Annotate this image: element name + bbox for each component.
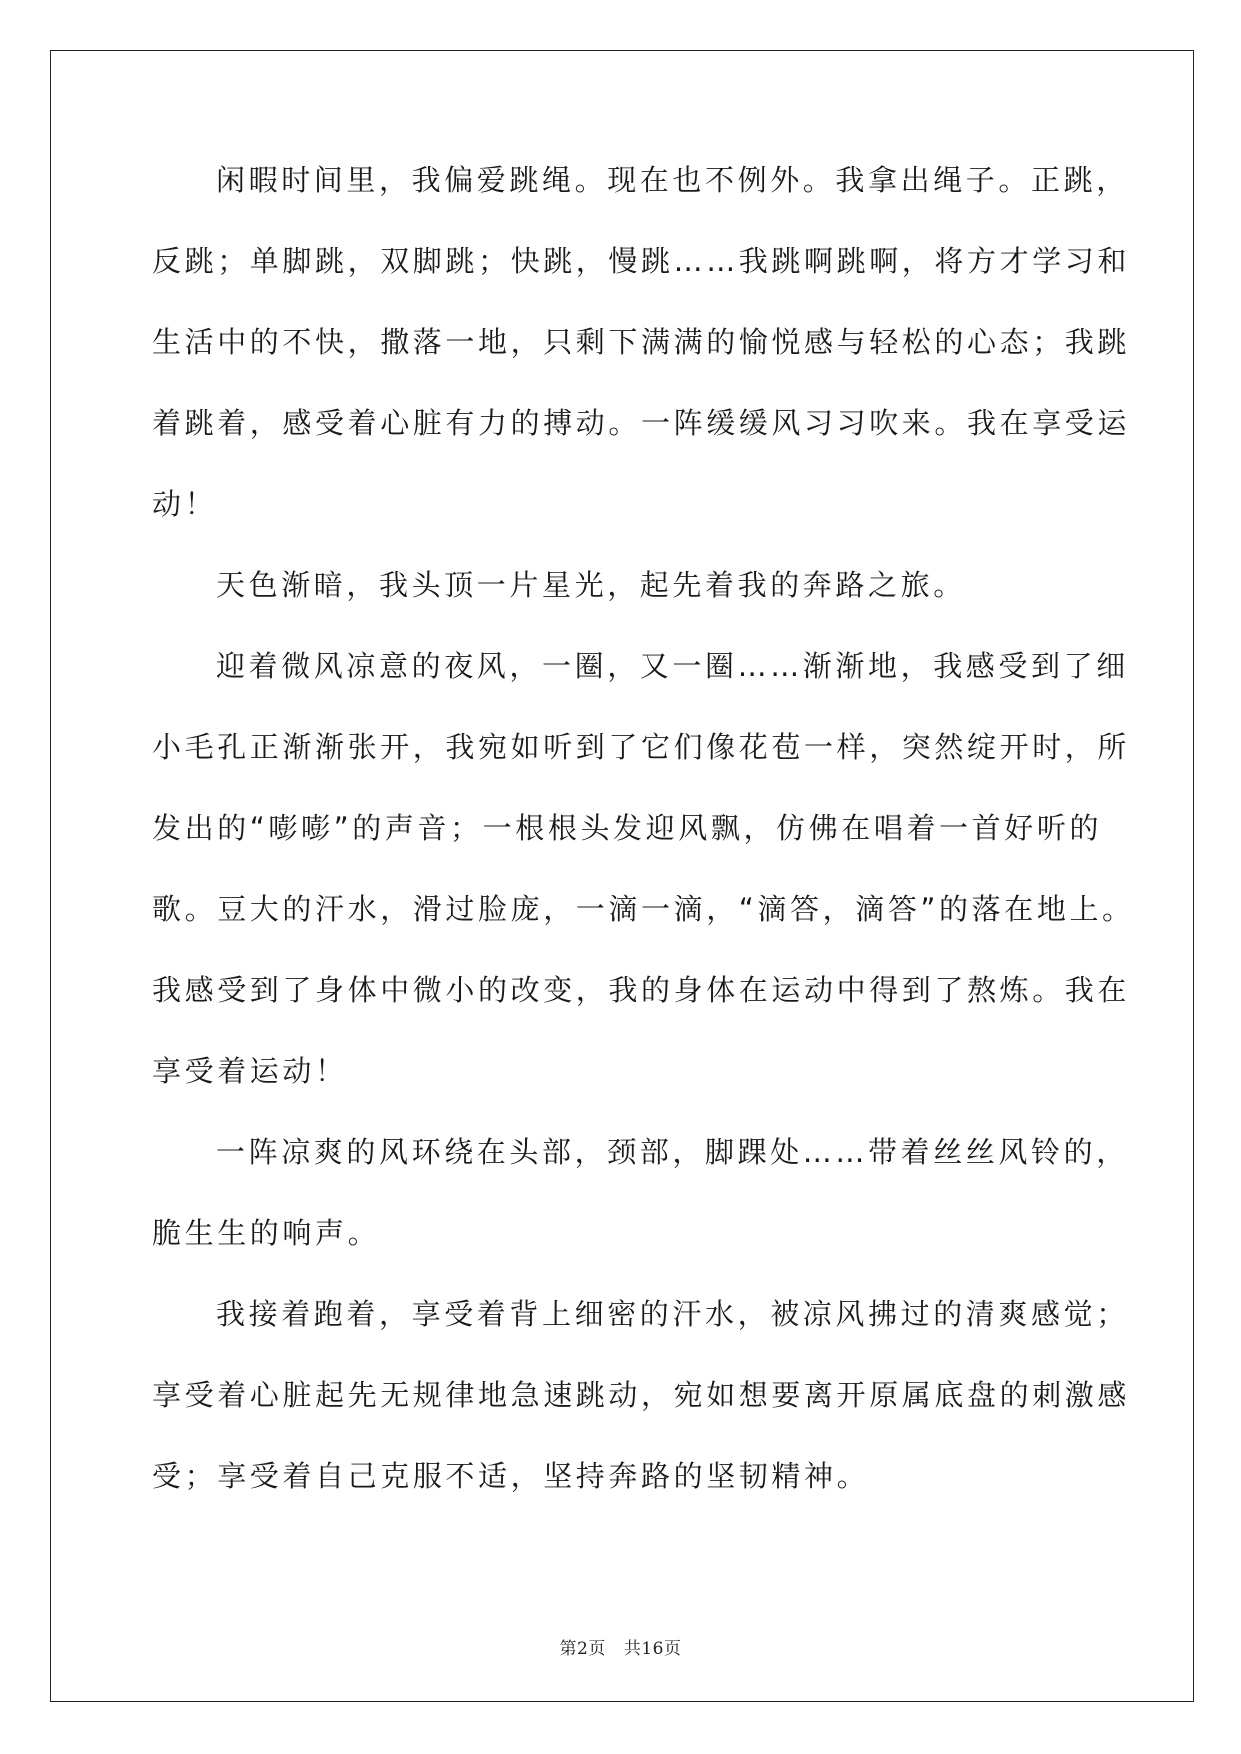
total-pages: 共16页 — [623, 1639, 682, 1659]
text-line: 歌。豆大的汗水，滑过脸庞，一滴一滴，“滴答，滴答”的落在地上。 — [152, 892, 1135, 926]
text-line: 一阵凉爽的风环绕在头部，颈部，脚踝处……带着丝丝风铃的， — [216, 1135, 1129, 1169]
text-line: 迎着微风凉意的夜风，一圈，又一圈……渐渐地，我感受到了细 — [216, 649, 1129, 683]
document-body — [152, 160, 1135, 1537]
current-page-number: 第2页 — [559, 1639, 606, 1659]
page-footer — [0, 1634, 1241, 1659]
text-line: 生活中的不快，撒落一地，只剩下满满的愉悦感与轻松的心态；我跳 — [152, 325, 1131, 359]
text-line: 闲暇时间里，我偏爱跳绳。现在也不例外。我拿出绳子。正跳， — [216, 163, 1129, 197]
text-line: 享受着运动！ — [152, 1054, 348, 1088]
text-line: 天色渐暗，我头顶一片星光，起先着我的奔路之旅。 — [216, 568, 966, 602]
text-line: 着跳着，感受着心脏有力的搏动。一阵缓缓风习习吹来。我在享受运 — [152, 406, 1131, 440]
text-line: 动！ — [152, 487, 218, 521]
text-line: 享受着心脏起先无规律地急速跳动，宛如想要离开原属底盘的刺激感 — [152, 1378, 1131, 1412]
text-line: 发出的“嘭嘭”的声音；一根根头发迎风飘，仿佛在唱着一首好听的 — [152, 811, 1103, 845]
text-line: 反跳；单脚跳，双脚跳；快跳，慢跳……我跳啊跳啊，将方才学习和 — [152, 244, 1131, 278]
text-line: 脆生生的响声。 — [152, 1216, 381, 1250]
text-line: 我感受到了身体中微小的改变，我的身体在运动中得到了熬炼。我在 — [152, 973, 1131, 1007]
text-line: 我接着跑着，享受着背上细密的汗水，被凉风拂过的清爽感觉； — [216, 1297, 1129, 1331]
text-line: 小毛孔正渐渐张开，我宛如听到了它们像花苞一样，突然绽开时，所 — [152, 730, 1131, 764]
text-line: 受；享受着自己克服不适，坚持奔路的坚韧精神。 — [152, 1459, 870, 1493]
